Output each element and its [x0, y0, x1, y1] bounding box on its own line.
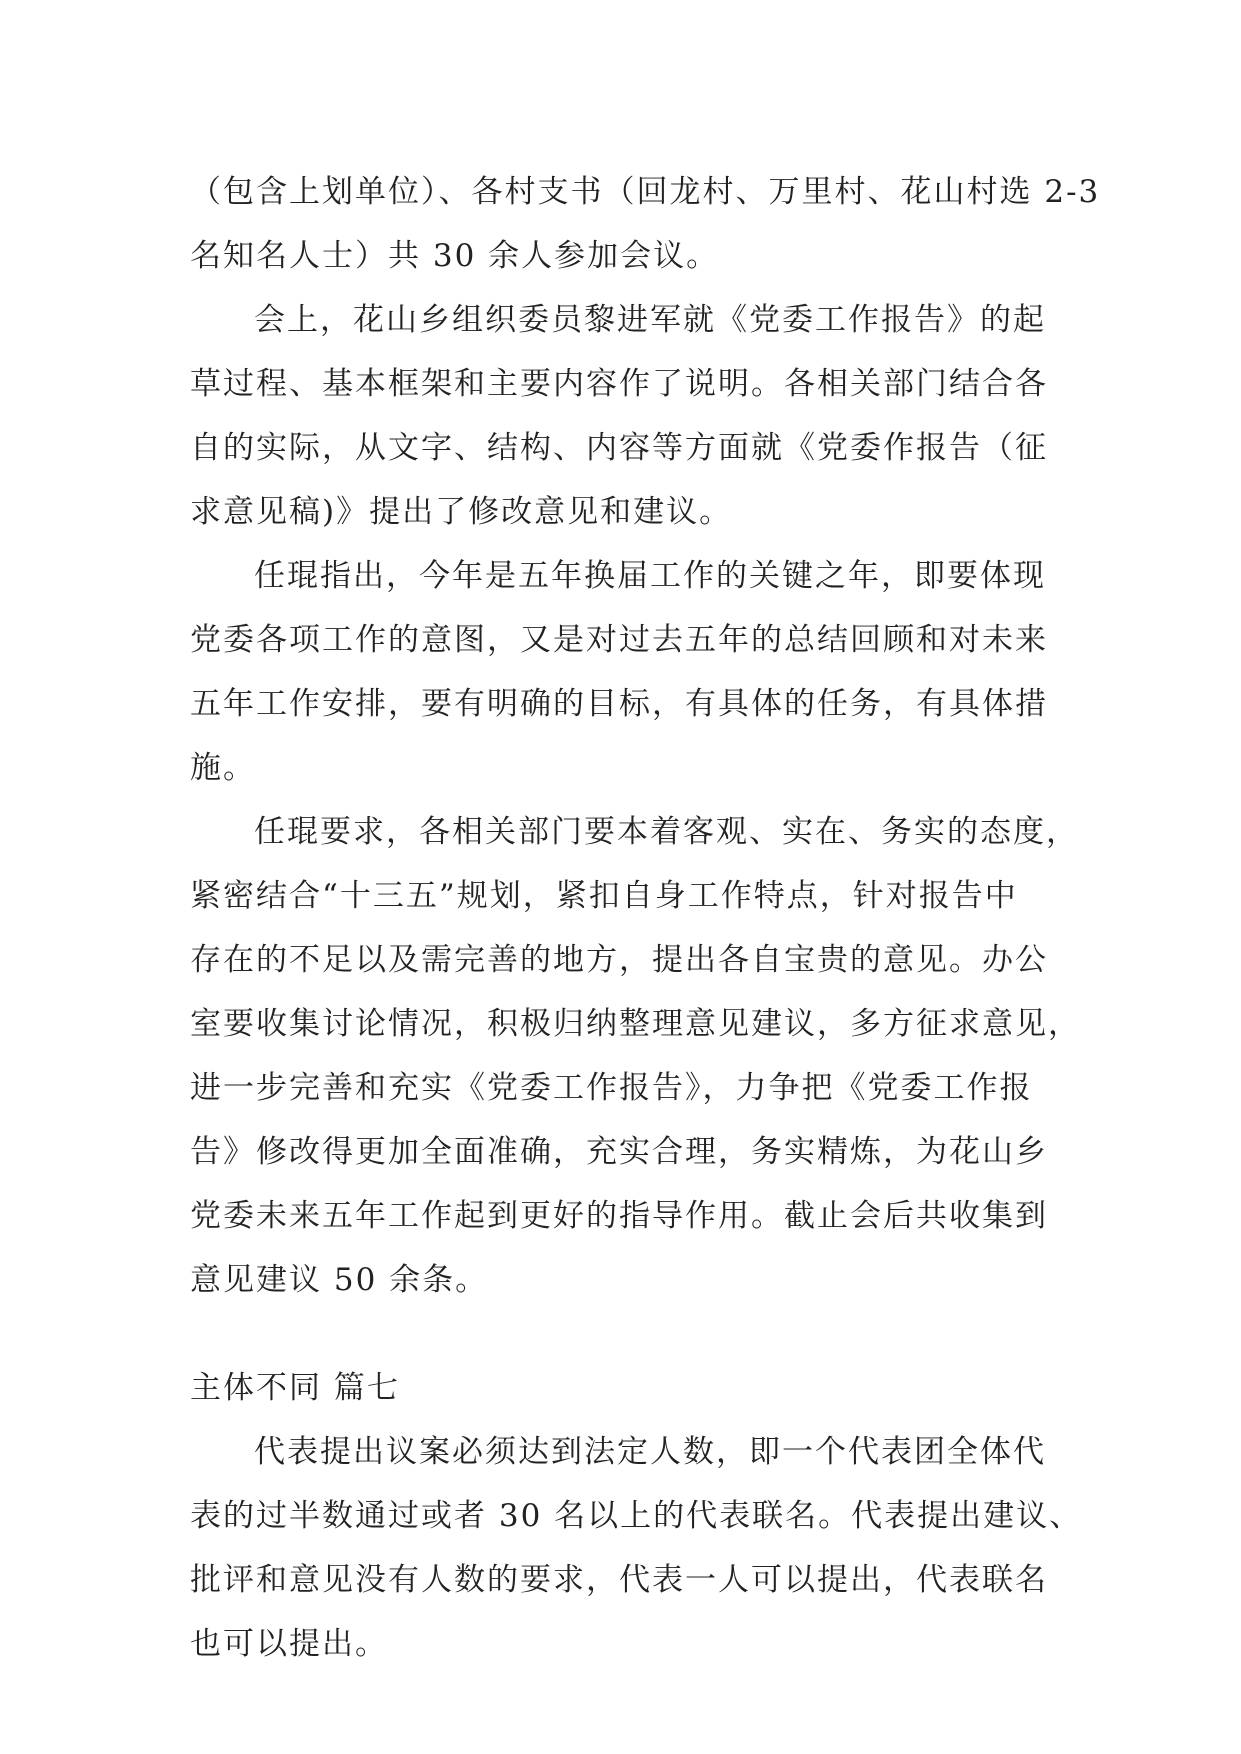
- paragraph-5: [190, 1420, 1083, 1676]
- paragraph-line: 党委未来五年工作起到更好的指导作用。截止会后共收集到: [190, 1198, 1048, 1234]
- paragraph-line: 代表提出议案必须达到法定人数，即一个代表团全体代: [254, 1434, 1046, 1470]
- paragraph-2: [190, 288, 1060, 544]
- paragraph-line: 会上，花山乡组织委员黎进军就《党委工作报告》的起: [254, 302, 1046, 338]
- paragraph-line: 求意见稿)》提出了修改意见和建议。: [190, 494, 733, 530]
- paragraph-4: [190, 800, 1081, 1312]
- paragraph-line: 施。: [190, 750, 256, 786]
- paragraph-line: 名知名人士）共 30 余人参加会议。: [190, 238, 720, 274]
- paragraph-1: [190, 160, 1101, 288]
- paragraph-3: [190, 544, 1060, 800]
- paragraph-line: 五年工作安排，要有明确的目标，有具体的任务，有具体措: [190, 686, 1048, 722]
- paragraph-line: 表的过半数通过或者 30 名以上的代表联名。代表提出建议、: [190, 1498, 1083, 1534]
- document-body: [190, 160, 1101, 1676]
- paragraph-line: 任琨指出，今年是五年换届工作的关键之年，即要体现: [254, 558, 1046, 594]
- paragraph-line: 存在的不足以及需完善的地方，提出各自宝贵的意见。办公: [190, 942, 1048, 978]
- paragraph-line: 室要收集讨论情况，积极归纳整理意见建议，多方征求意见，: [190, 1006, 1081, 1042]
- paragraph-line: 也可以提出。: [190, 1626, 388, 1662]
- section-heading: 主体不同 篇七: [190, 1370, 400, 1406]
- paragraph-line: 意见建议 50 余条。: [190, 1262, 489, 1298]
- paragraph-line: 任琨要求，各相关部门要本着客观、实在、务实的态度，: [254, 814, 1079, 850]
- paragraph-line: 进一步完善和充实《党委工作报告》，力争把《党委工作报: [190, 1070, 1033, 1106]
- paragraph-line: 告》修改得更加全面准确，充实合理，务实精炼，为花山乡: [190, 1134, 1048, 1170]
- paragraph-line: 批评和意见没有人数的要求，代表一人可以提出，代表联名: [190, 1562, 1048, 1598]
- paragraph-line: 紧密结合“十三五”规划，紧扣自身工作特点，针对报告中: [190, 878, 1018, 914]
- paragraph-line: 党委各项工作的意图，又是对过去五年的总结回顾和对未来: [190, 622, 1048, 658]
- paragraph-line: 自的实际，从文字、结构、内容等方面就《党委作报告（征: [190, 430, 1048, 466]
- paragraph-line: 草过程、基本框架和主要内容作了说明。各相关部门结合各: [190, 366, 1048, 402]
- paragraph-line: （包含上划单位）、各村支书（回龙村、万里村、花山村选 2-3: [190, 174, 1101, 210]
